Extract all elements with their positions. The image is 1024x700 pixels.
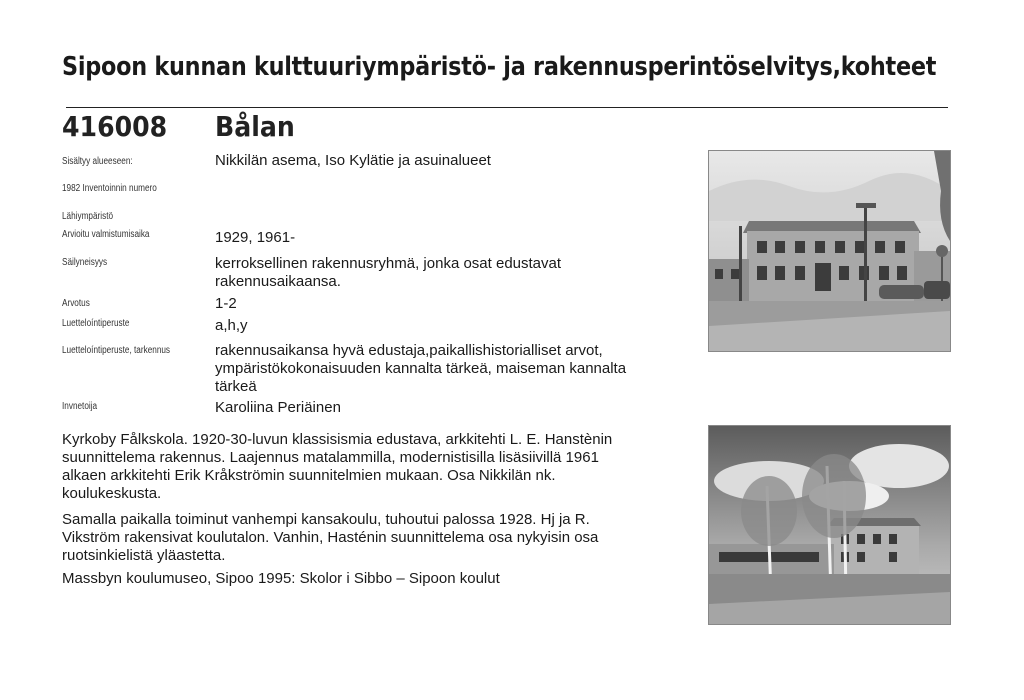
school-trees-photo — [708, 425, 951, 625]
value-classification-detail: rakennusaikansa hyvä edustaja,paikallishistorialliset arvot, ympäristökokonaisuuden kannalta tärkeä, maiseman kannalta tärkeä — [215, 342, 627, 395]
label-preservation: Säilyneisyys — [62, 257, 108, 268]
title-divider — [66, 107, 948, 108]
value-completion: 1929, 1961- — [215, 229, 296, 246]
value-area: Nikkilän asema, Iso Kylätie ja asuinalueet — [215, 152, 491, 169]
document-title: Sipoon kunnan kulttuuriympäristö- ja rakennusperintöselvitys,kohteet — [62, 52, 937, 82]
value-inventor: Karoliina Periäinen — [215, 399, 341, 416]
description-paragraph-2: Samalla paikalla toiminut vanhempi kansakoulu, tuhoutui palossa 1928. Hj ja R. Vikström rakensivat koulutalon. Vanhin, Hasténin suunnittelema osa nykyisin osa ruotsinkielistä yläastetta. — [62, 511, 599, 564]
description-paragraph-1: Kyrkoby Fålkskola. 1920-30-luvun klassisismia edustava, arkkitehti L. E. Hanstènin suunnittelema rakennus. Laajennus matalammilla, modernistisilla lisäsiivillä 1961 alkaen arkkitehti Erik Kråkströmin suunnitelmien mukaan. Osa Nikkilän nk. koulukeskusta. — [62, 431, 613, 502]
label-classification-detail: Luetteloíntiperuste, tarkennus — [62, 345, 171, 356]
label-surroundings: Lähiympäristö — [62, 211, 114, 222]
description-paragraph-3: Massbyn koulumuseo, Sipoo 1995: Skolor i Sibbo – Sipoon koulut — [62, 570, 500, 587]
label-area: Sisältyy alueeseen: — [62, 156, 133, 167]
object-name: Bålan — [215, 110, 295, 143]
value-rating: 1-2 — [215, 295, 237, 312]
object-id: 416008 — [62, 110, 168, 143]
label-completion: Arvioitu valmistumisaika — [62, 229, 150, 240]
value-classification-basis: a,h,y — [215, 317, 248, 334]
label-inventory-1982: 1982 Inventoinnin numero — [62, 183, 157, 194]
label-classification-basis: Luetteloíntiperuste — [62, 318, 130, 329]
label-rating: Arvotus — [62, 298, 90, 309]
school-building-photo — [708, 150, 951, 352]
label-inventor: Invnetoija — [62, 401, 98, 412]
value-preservation: kerroksellinen rakennusryhmä, jonka osat edustavat rakennusaikaansa. — [215, 255, 562, 290]
